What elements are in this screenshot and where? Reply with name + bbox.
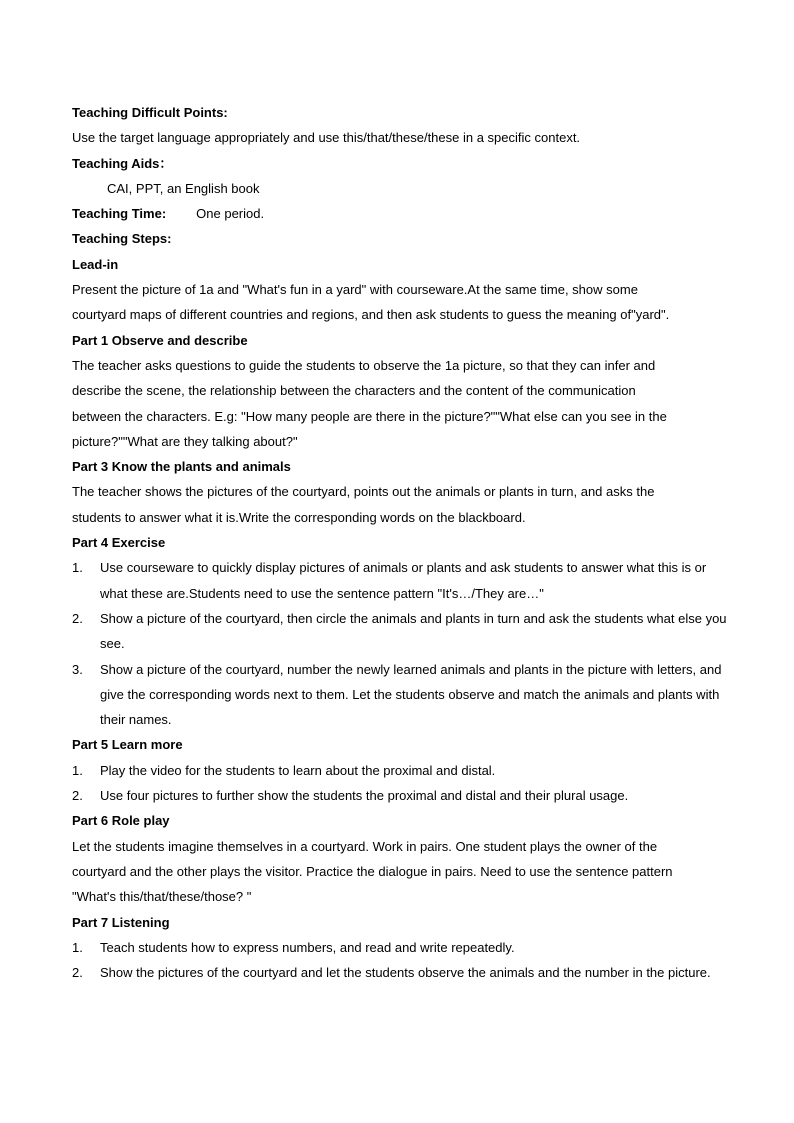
leadin-line: courtyard maps of different countries and regions, and then ask students to guess the meaning of"yard". (72, 307, 670, 323)
leadin-line: Present the picture of 1a and "What's fun in a yard" with courseware.At the same time, show some (72, 282, 638, 298)
teaching-steps-heading: Teaching Steps: (72, 231, 172, 247)
part6-line: courtyard and the other plays the visitor. Practice the dialogue in pairs. Need to use the sentence pattern (72, 863, 673, 879)
part3-heading: Part 3 Know the plants and animals (72, 459, 291, 475)
difficult-points-text: Use the target language appropriately and use this/that/these/these in a specific context. (72, 130, 581, 146)
list-item-number: 3. (72, 661, 83, 677)
list-item-number: 2. (72, 788, 83, 804)
list-item (72, 758, 727, 783)
list-item (72, 657, 727, 733)
part1-line: The teacher asks questions to guide the students to observe the 1a picture, so that they can infer and (72, 357, 656, 373)
list-item-number: 1. (72, 560, 83, 576)
list-item-number: 2. (72, 610, 83, 626)
list-item-text: Use four pictures to further show the students the proximal and distal and their plural usage. (100, 788, 629, 804)
list-item-text: Show a picture of the courtyard, number the newly learned animals and plants in the picture with letters, and give the corresponding words next to them. Let the students observe and match the animals and plants with their names. (100, 661, 722, 728)
list-item-number: 1. (72, 762, 83, 778)
part4-heading: Part 4 Exercise (72, 535, 166, 551)
part6-heading: Part 6 Role play (72, 813, 170, 829)
part3-line: students to answer what it is.Write the corresponding words on the blackboard. (72, 509, 526, 525)
part1-heading: Part 1 Observe and describe (72, 332, 248, 348)
list-item-text: Play the video for the students to learn about the proximal and distal. (100, 762, 496, 778)
part6-line: Let the students imagine themselves in a courtyard. Work in pairs. One student plays the owner of the (72, 838, 658, 854)
list-item (72, 783, 727, 808)
list-item-text: Show the pictures of the courtyard and let the students observe the animals and the number in the picture. (100, 965, 711, 981)
part1-line: describe the scene, the relationship between the characters and the content of the communication (72, 383, 636, 399)
list-item (72, 935, 727, 960)
part7-list (72, 935, 727, 986)
teaching-aids-heading: Teaching Aids： (72, 155, 173, 171)
document-page (72, 100, 727, 985)
list-item (72, 606, 727, 657)
part4-list (72, 555, 727, 732)
list-item-number: 1. (72, 939, 83, 955)
part7-heading: Part 7 Listening (72, 914, 170, 930)
part5-list (72, 758, 727, 809)
list-item-number: 2. (72, 965, 83, 981)
difficult-points-heading: Teaching Difficult Points: (72, 105, 228, 120)
list-item-text: Teach students how to express numbers, and read and write repeatedly. (100, 939, 515, 955)
part5-heading: Part 5 Learn more (72, 737, 183, 753)
part1-line: picture?""What are they talking about?" (72, 433, 298, 449)
teaching-time-text: One period. (196, 206, 265, 222)
teaching-time-row (72, 201, 727, 226)
part6-line: "What's this/that/these/those? " (72, 889, 252, 905)
part3-line: The teacher shows the pictures of the courtyard, points out the animals or plants in turn, and asks the (72, 484, 655, 500)
part1-line: between the characters. E.g: "How many people are there in the picture?""What else can you see in the (72, 408, 667, 424)
list-item-text: Show a picture of the courtyard, then circle the animals and plants in turn and ask the students what else you see. (100, 610, 727, 652)
list-item-text: Use courseware to quickly display pictures of animals or plants and ask students to answer what this is or what these are.Students need to use the sentence pattern "It's…/They are…" (100, 560, 707, 601)
teaching-time-heading: Teaching Time: (72, 206, 167, 222)
list-item (72, 960, 727, 985)
leadin-heading: Lead-in (72, 256, 119, 272)
teaching-aids-text: CAI, PPT, an English book (107, 180, 260, 196)
list-item (72, 555, 727, 606)
